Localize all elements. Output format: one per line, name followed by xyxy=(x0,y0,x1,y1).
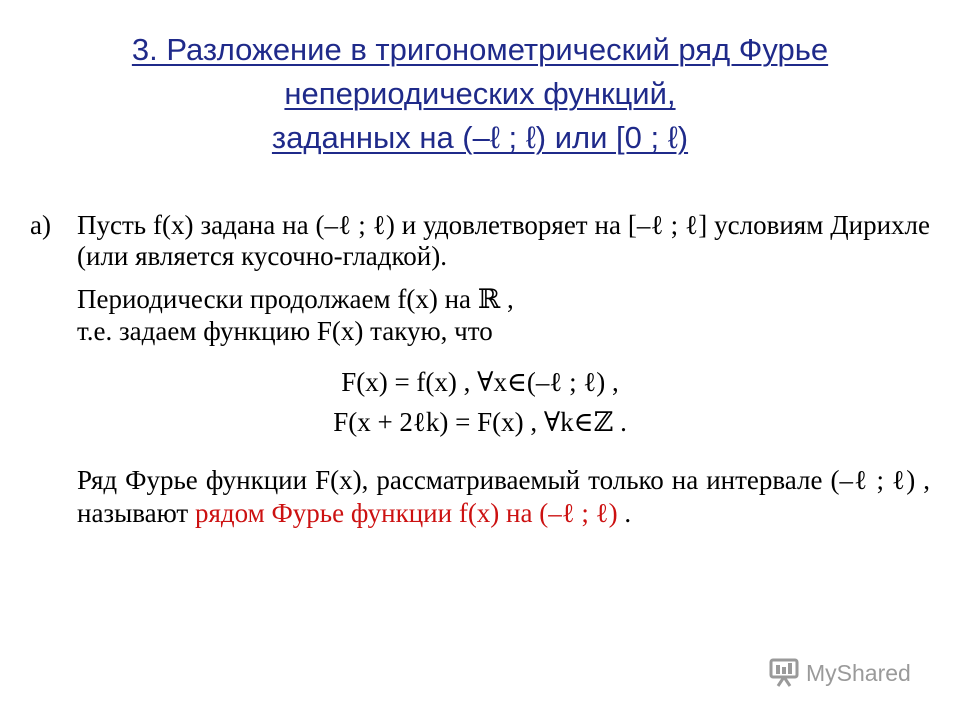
extension-line-1: Периодически продолжаем f(x) на ℝ , xyxy=(77,284,514,314)
extension-paragraph xyxy=(77,283,930,347)
slide-title xyxy=(0,28,960,160)
title-line-3-text: заданных на (–ℓ ; ℓ) или [0 ; ℓ) xyxy=(271,120,689,155)
extension-line-2: т.е. задаем функцию F(x) такую, что xyxy=(77,316,493,346)
title-line-2 xyxy=(0,72,960,116)
item-a-text: Пусть f(x) задана на (–ℓ ; ℓ) и удовлетворяет на [–ℓ ; ℓ] условиям Дирихле (или является кусочно-гладкой). xyxy=(77,210,930,271)
formula-periodicity: F(x + 2ℓk) = F(x) , ∀k∈ℤ . xyxy=(333,407,627,437)
title-line-1 xyxy=(0,28,960,72)
item-marker: а) xyxy=(30,210,51,240)
definition-paragraph xyxy=(77,464,930,530)
definition-text-end: . xyxy=(617,498,632,528)
definition-highlight: рядом Фурье функции f(x) на (–ℓ ; ℓ) xyxy=(194,498,618,528)
presentation-board-icon xyxy=(768,658,800,688)
item-a-paragraph xyxy=(30,210,930,272)
definition-text-start: Ряд Фурье функции F(x), рассматриваемый только на интервале (–ℓ ; ℓ) , называют xyxy=(77,465,930,528)
title-line-3 xyxy=(0,116,960,160)
myshared-watermark xyxy=(768,656,936,690)
formula-periodic-equal: F(x) = f(x) , ∀x∈(–ℓ ; ℓ) , xyxy=(341,367,619,397)
watermark-text: MyShared xyxy=(806,659,911,686)
title-line-1-text: 3. Разложение в тригонометрический ряд Фурье xyxy=(131,32,829,67)
title-line-2-text: непериодических функций, xyxy=(284,76,676,111)
